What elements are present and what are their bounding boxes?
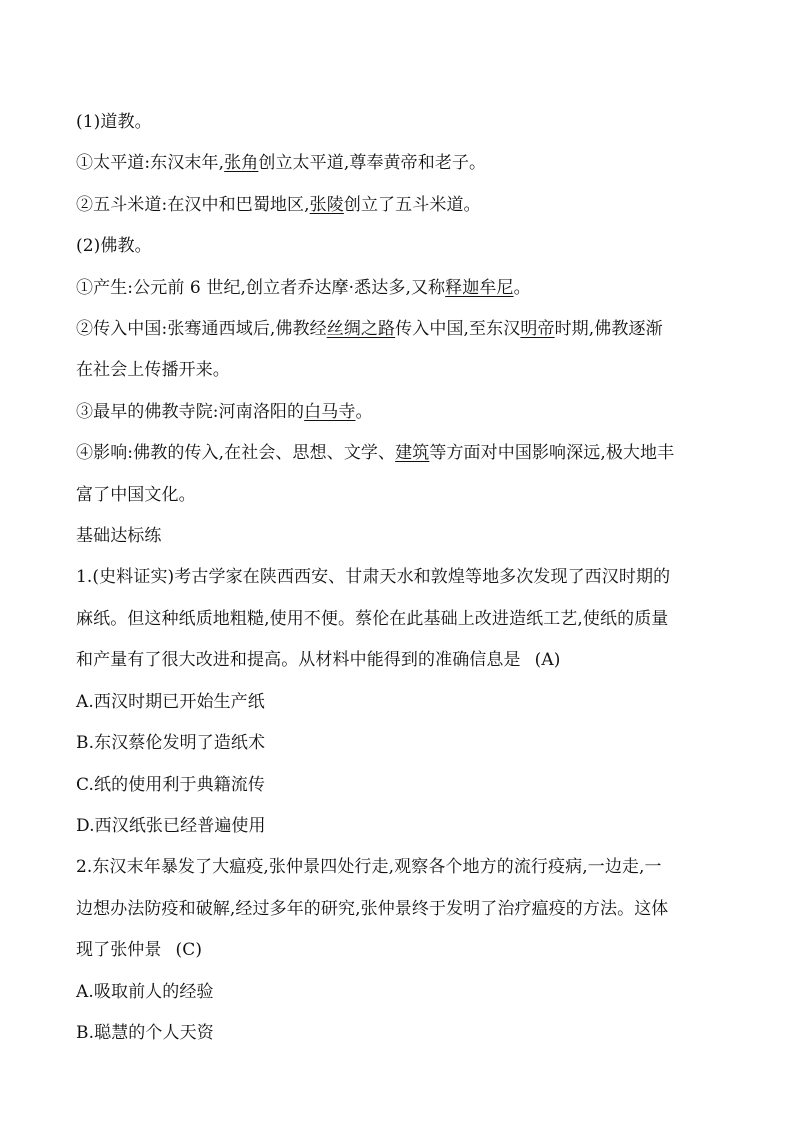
section-title: 基础达标练 [76,526,162,547]
buddhism-impact-line: ④影响:佛教的传入,在社会、思想、文学、建筑等方面对中国影响深远,极大地丰 [76,443,675,464]
buddhism-origin-line: ①产生:公元前 6 世纪,创立者乔达摩·悉达多,又称释迦牟尼。 [76,277,531,298]
q2-stem-line-3: 现了张仲景 (C) [76,940,203,961]
underlined-term: 张陵 [309,194,344,215]
q1-option-d: D.西汉纸张已经普遍使用 [76,815,266,836]
underlined-term: 白马寺 [304,401,356,422]
buddhism-temple-line: ③最早的佛教寺院:河南洛阳的白马寺。 [76,401,373,422]
q1-stem-line-3: 和产量有了很大改进和提高。从材料中能得到的准确信息是 (A) [76,650,561,671]
q1-stem-line-1: 1.(史料证实)考古学家在陕西西安、甘肃天水和敦煌等地多次发现了西汉时期的 [76,567,671,588]
buddhism-spread-line: ②传入中国:张骞通西域后,佛教经丝绸之路传入中国,至东汉明帝时期,佛教逐渐 [76,319,663,340]
q1-option-b: B.东汉蔡伦发明了造纸术 [76,733,266,754]
q1-option-c: C.纸的使用利于典籍流传 [76,774,266,795]
buddhism-spread-line-2: 在社会上传播开来。 [76,360,230,381]
buddhism-heading: (2)佛教。 [76,236,152,257]
q1-option-a: A.西汉时期已开始生产纸 [76,691,265,712]
q2-answer: (C) [175,940,203,961]
underlined-term: 建筑 [395,443,430,464]
q2-stem-line-1: 2.东汉末年暴发了大瘟疫,张仲景四处行走,观察各个地方的流行疫病,一边走,一 [76,857,662,878]
q2-stem-line-2: 边想办法防疫和破解,经过多年的研究,张仲景终于发明了治疗瘟疫的方法。这体 [76,898,669,919]
underlined-term: 释迦牟尼 [445,277,514,298]
wudoumi-dao-line: ②五斗米道:在汉中和巴蜀地区,张陵创立了五斗米道。 [76,194,481,215]
q1-answer: (A) [534,650,561,671]
daoism-heading: (1)道教。 [76,112,152,132]
underlined-term: 明帝 [520,319,555,340]
taiping-dao-line: ①太平道:东汉末年,张角创立太平道,尊奉黄帝和老子。 [76,153,487,174]
buddhism-impact-line-2: 富了中国文化。 [76,484,196,505]
q2-option-a: A.吸取前人的经验 [76,981,214,1002]
underlined-term: 丝绸之路 [326,319,396,340]
document-body [76,102,726,1054]
q1-stem-line-2: 麻纸。但这种纸质地粗糙,使用不便。蔡伦在此基础上改进造纸工艺,使纸的质量 [76,608,669,629]
underlined-term: 张角 [224,153,259,174]
q2-option-b: B.聪慧的个人天资 [76,1022,214,1043]
